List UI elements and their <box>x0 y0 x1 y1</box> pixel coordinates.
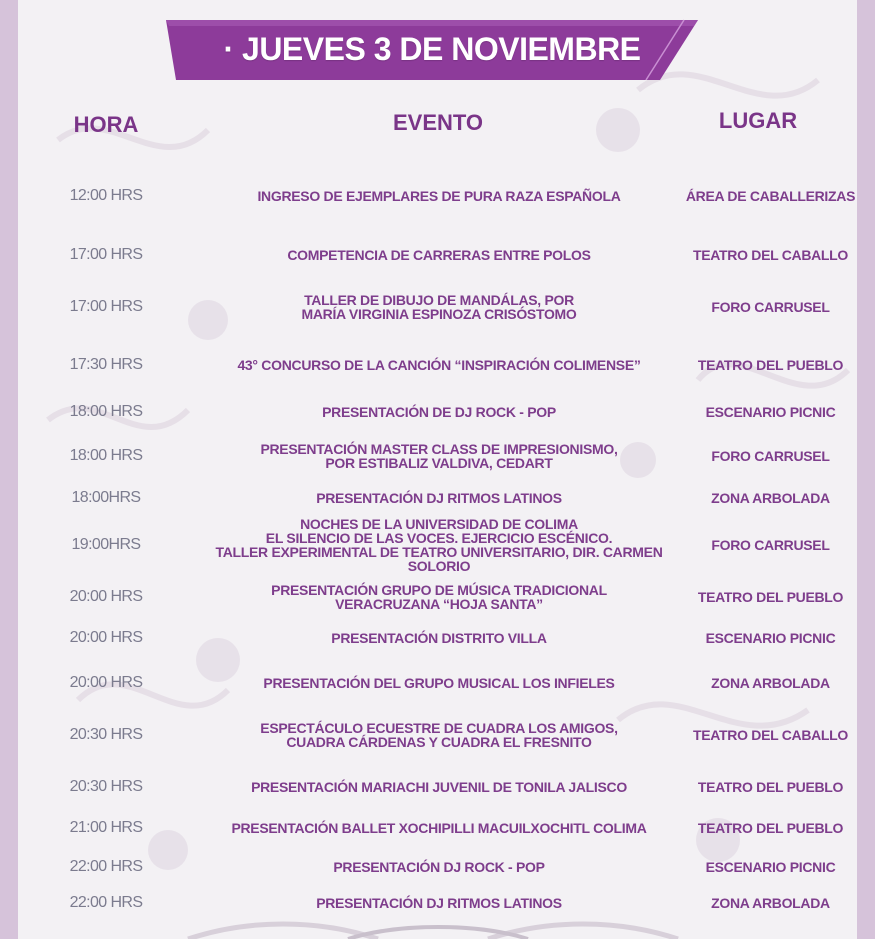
event-time: 17:00 HRS <box>69 246 143 263</box>
event-name <box>194 721 684 749</box>
event-time: 22:00 HRS <box>69 858 143 875</box>
schedule-row <box>18 777 857 797</box>
event-time: 20:30 HRS <box>69 726 143 743</box>
event-name-line: PRESENTACIÓN GRUPO DE MÚSICA TRADICIONAL <box>271 582 607 598</box>
event-location: ÁREA DE CABALLERIZAS <box>685 188 856 204</box>
column-header-hora: HORA <box>73 112 139 137</box>
event-name <box>194 491 684 505</box>
event-name-line: TALLER DE DIBUJO DE MANDÁLAS, POR <box>304 292 574 308</box>
event-name-line: PRESENTACIÓN DE DJ ROCK - POP <box>322 404 556 420</box>
event-location: ESCENARIO PICNIC <box>705 859 836 875</box>
event-name <box>194 405 684 419</box>
event-name-line: PRESENTACIÓN BALLET XOCHIPILLI MACUILXOCHITL COLIMA <box>231 820 647 836</box>
schedule-row <box>18 857 857 877</box>
event-name-line: PRESENTACIÓN MASTER CLASS DE IMPRESIONISMO, <box>260 441 618 457</box>
event-name-line: PRESENTACIÓN DJ ROCK - POP <box>333 859 545 875</box>
event-time: 18:00 HRS <box>69 403 143 420</box>
event-time: 20:00 HRS <box>69 629 143 646</box>
event-time: 18:00HRS <box>71 489 141 506</box>
event-location: TEATRO DEL PUEBLO <box>697 589 844 605</box>
event-name-line: TALLER EXPERIMENTAL DE TEATRO UNIVERSITARIO, DIR. CARMEN SOLORIO <box>215 544 663 574</box>
event-name-line: ESPECTÁCULO ECUESTRE DE CUADRA LOS AMIGOS, <box>260 720 618 736</box>
schedule-row <box>18 245 857 265</box>
event-name <box>194 358 684 372</box>
schedule-row <box>18 516 857 574</box>
event-location: ZONA ARBOLADA <box>711 490 830 506</box>
left-border <box>0 0 18 939</box>
event-time: 20:30 HRS <box>69 778 143 795</box>
event-location: TEATRO DEL CABALLO <box>692 727 849 743</box>
event-name <box>194 676 684 690</box>
schedule-row <box>18 402 857 422</box>
schedule-row <box>18 442 857 470</box>
event-time: 20:00 HRS <box>69 674 143 691</box>
event-name <box>194 248 684 262</box>
event-location: ESCENARIO PICNIC <box>705 404 836 420</box>
event-time: 19:00HRS <box>71 536 141 553</box>
event-name-line: CUADRA CÁRDENAS Y CUADRA EL FRESNITO <box>286 734 592 750</box>
event-name-line: POR ESTIBALIZ VALDIVA, CEDART <box>325 455 553 471</box>
event-name-line: PRESENTACIÓN DJ RITMOS LATINOS <box>316 895 562 911</box>
schedule-row <box>18 628 857 648</box>
event-name <box>194 860 684 874</box>
schedule-row <box>18 583 857 611</box>
event-location: FORO CARRUSEL <box>711 537 830 553</box>
event-location: TEATRO DEL PUEBLO <box>697 779 844 795</box>
event-name-line: PRESENTACIÓN DISTRITO VILLA <box>331 630 547 646</box>
event-name-line: MARÍA VIRGINIA ESPINOZA CRISÓSTOMO <box>301 306 577 322</box>
event-name <box>194 631 684 645</box>
event-time: 18:00 HRS <box>69 447 143 464</box>
column-header-lugar: LUGAR <box>718 108 798 133</box>
event-name-line: PRESENTACIÓN DEL GRUPO MUSICAL LOS INFIELES <box>263 675 615 691</box>
event-location: ZONA ARBOLADA <box>711 675 830 691</box>
right-border <box>857 0 875 939</box>
event-time: 20:00 HRS <box>69 588 143 605</box>
event-name-line: PRESENTACIÓN DJ RITMOS LATINOS <box>316 490 562 506</box>
schedule-panel <box>18 0 857 939</box>
schedule-row <box>18 488 857 508</box>
schedule-row <box>18 673 857 693</box>
date-title: · JUEVES 3 DE NOVIEMBRE <box>223 30 641 67</box>
bottom-ornament <box>18 919 857 939</box>
event-name-line: 43° CONCURSO DE LA CANCIÓN “INSPIRACIÓN COLIMENSE” <box>237 357 641 373</box>
event-time: 17:30 HRS <box>69 356 143 373</box>
event-name <box>194 821 684 835</box>
event-name-line: VERACRUZANA “HOJA SANTA” <box>335 596 543 612</box>
event-name <box>194 583 684 611</box>
event-location: ZONA ARBOLADA <box>711 895 830 911</box>
event-name <box>194 442 684 470</box>
event-location: TEATRO DEL CABALLO <box>692 247 849 263</box>
event-name <box>194 780 684 794</box>
event-name-line: INGRESO DE EJEMPLARES DE PURA RAZA ESPAÑOLA <box>257 188 621 204</box>
event-time: 21:00 HRS <box>69 819 143 836</box>
schedule-row <box>18 186 857 206</box>
event-name <box>194 517 684 573</box>
event-name <box>194 896 684 910</box>
event-location: TEATRO DEL PUEBLO <box>697 820 844 836</box>
event-name-line: PRESENTACIÓN MARIACHI JUVENIL DE TONILA JALISCO <box>251 779 627 795</box>
event-time: 22:00 HRS <box>69 894 143 911</box>
schedule-row <box>18 818 857 838</box>
event-location: FORO CARRUSEL <box>711 448 830 464</box>
schedule-row <box>18 893 857 913</box>
event-location: ESCENARIO PICNIC <box>705 630 836 646</box>
event-time: 17:00 HRS <box>69 298 143 315</box>
event-name <box>194 293 684 321</box>
event-location: FORO CARRUSEL <box>711 299 830 315</box>
event-name-line: EL SILENCIO DE LAS VOCES. EJERCICIO ESCÉNICO. <box>265 530 613 546</box>
event-name-line: NOCHES DE LA UNIVERSIDAD DE COLIMA <box>300 516 578 532</box>
event-name-line: COMPETENCIA DE CARRERAS ENTRE POLOS <box>287 247 591 263</box>
schedule-row <box>18 293 857 321</box>
column-header-evento: EVENTO <box>392 110 484 135</box>
event-location: TEATRO DEL PUEBLO <box>697 357 844 373</box>
schedule-row <box>18 355 857 375</box>
event-name <box>194 189 684 203</box>
schedule-row <box>18 721 857 749</box>
date-banner <box>166 18 698 80</box>
event-time: 12:00 HRS <box>69 187 143 204</box>
